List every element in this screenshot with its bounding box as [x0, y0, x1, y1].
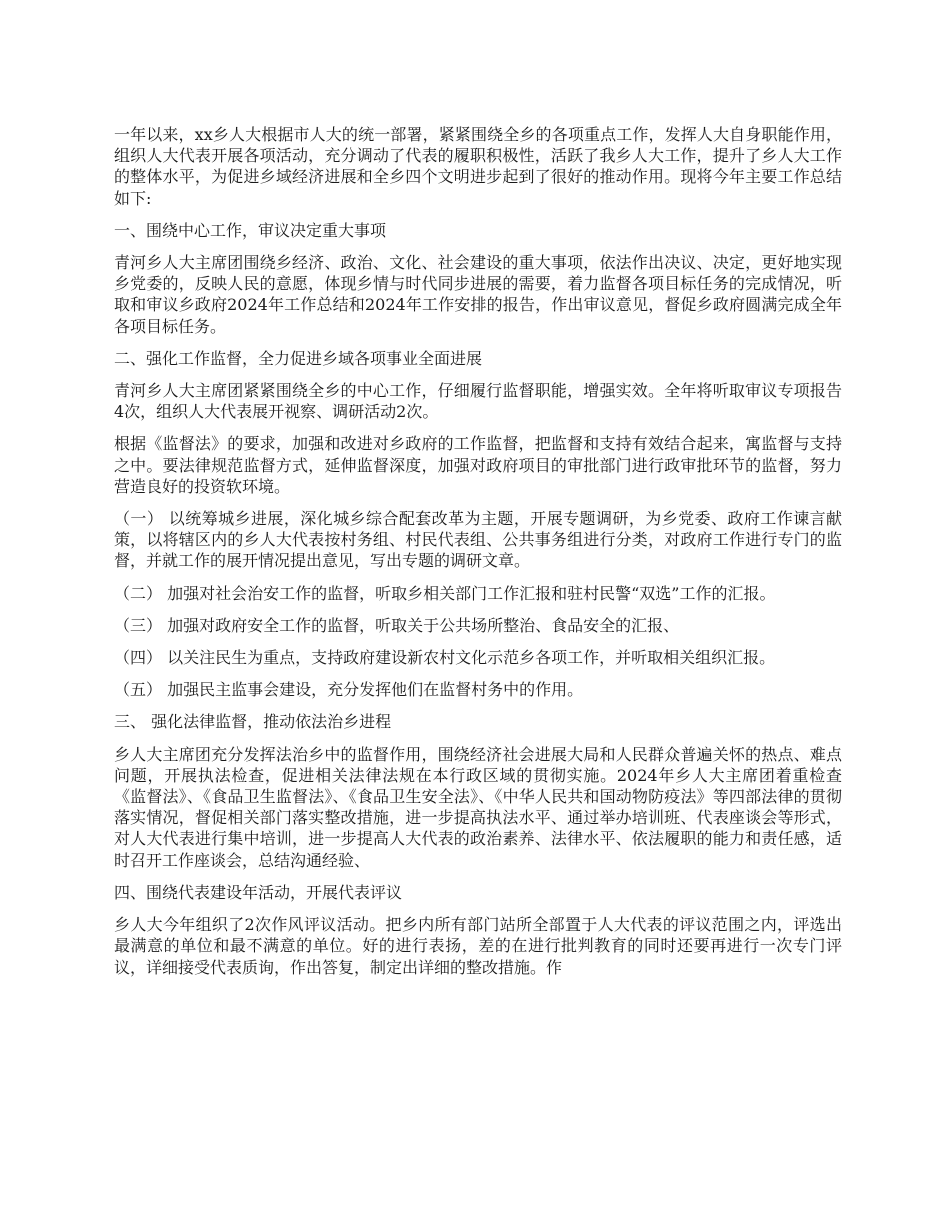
body-paragraph: 乡人大今年组织了2次作风评议活动。把乡内所有部门站所全部置于人大代表的评议范围之内，评选出最满意的单位和最不满意的单位。好的进行表扬，差的在进行批判教育的同时还要再进行一次专门评议，详细接受代表质询，作出答复，制定出详细的整改措施。作 [114, 915, 842, 977]
list-item-4: （四） 以关注民生为重点，支持政府建设新农村文化示范乡各项工作，并听取相关组织汇报。 [114, 648, 776, 668]
list-item-5: （五） 加强民主监事会建设，充分发挥他们在监督村务中的作用。 [114, 680, 584, 700]
section-heading-1: 一、围绕中心工作，审议决定重大事项 [114, 220, 387, 240]
body-paragraph: 青河乡人大主席团紧紧围绕全乡的中心工作，仔细履行监督职能，增强实效。全年将听取审议专项报告4次，组织人大代表展开视察、调研活动2次。 [114, 381, 842, 422]
body-paragraph: 根据《监督法》的要求，加强和改进对乡政府的工作监督，把监督和支持有效结合起来，寓监督与支持之中。要法律规范监督方式，延伸监督深度，加强对政府项目的审批部门进行政审批环节的监督，努力营造良好的投资软环境。 [114, 434, 842, 496]
list-item-1: （一） 以统筹城乡进展，深化城乡综合配套改革为主题，开展专题调研，为乡党委、政府工作谏言献策，以将辖区内的乡人大代表按村务组、村民代表组、公共事务组进行分类，对政府工作进行专门的监督，并就工作的展开情况提出意见，写出专题的调研文章。 [114, 509, 842, 571]
section-heading-4: 四、围绕代表建设年活动，开展代表评议 [114, 882, 403, 902]
body-paragraph: 青河乡人大主席团围绕乡经济、政治、文化、社会建设的重大事项，依法作出决议、决定，更好地实现乡党委的，反映人民的意愿，体现乡情与时代同步进展的需要，着力监督各项目标任务的完成情况，听取和审议乡政府2024年工作总结和2024年工作安排的报告，作出审议意见，督促乡政府圆满完成全年各项目标任务。 [114, 253, 842, 336]
document-page [114, 124, 842, 989]
section-heading-2: 二、强化工作监督，全力促进乡域各项事业全面进展 [114, 348, 483, 368]
body-paragraph: 乡人大主席团充分发挥法治乡中的监督作用，围绕经济社会进展大局和人民群众普遍关怀的热点、难点问题，开展执法检查，促进相关法律法规在本行政区域的贯彻实施。2024年乡人大主席团着重检查《监督法》、《食品卫生监督法》、《食品卫生安全法》、《中华人民共和国动物防疫法》等四部法律的贯彻落实情况，督促相关部门落实整改措施，进一步提高执法水平、通过举办培训班、代表座谈会等形式，对人大代表进行集中培训，进一步提高人大代表的政治素养、法律水平、依法履职的能力和责任感，适时召开工作座谈会，总结沟通经验、 [114, 744, 842, 870]
section-heading-3: 三、 强化法律监督，推动依法治乡进程 [114, 712, 392, 732]
list-item-2: （二） 加强对社会治安工作的监督，听取乡相关部门工作汇报和驻村民警“双选”工作的汇报。 [114, 583, 776, 603]
list-item-3: （三） 加强对政府安全工作的监督，听取关于公共场所整治、食品安全的汇报、 [114, 615, 680, 635]
intro-paragraph: 一年以来，xx乡人大根据市人大的统一部署，紧紧围绕全乡的各项重点工作，发挥人大自身职能作用，组织人大代表开展各项活动，充分调动了代表的履职积极性，活跃了我乡人大工作，提升了乡人大工作的整体水平，为促进乡域经济进展和全乡四个文明进步起到了很好的推动作用。现将今年主要工作总结如下: [114, 125, 842, 208]
